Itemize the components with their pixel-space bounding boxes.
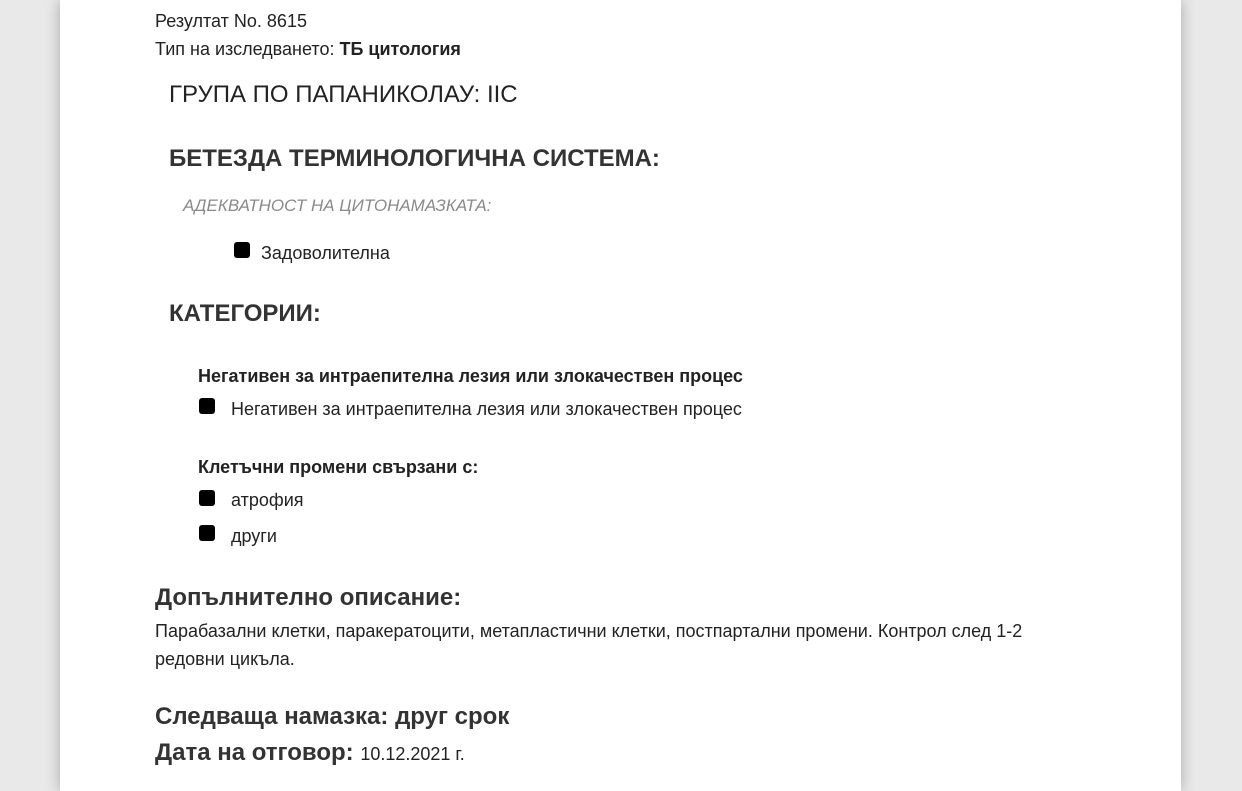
study-type-value: ТБ цитология [339, 39, 461, 59]
categories-title: КАТЕГОРИИ: [169, 300, 321, 327]
category-cell-changes-title: Клетъчни промени свързани с: [198, 457, 479, 477]
papanicolaou-label: ГРУПА ПО ПАПАНИКОЛАУ: [169, 81, 481, 108]
study-type-line [155, 39, 461, 60]
response-date-label: Дата на отговор: [155, 739, 354, 766]
result-number: 8615 [266, 11, 307, 31]
atrophy-item: атрофия [231, 490, 304, 510]
papanicolaou-value: IIC [486, 81, 518, 108]
result-label: Резултат No. [155, 11, 262, 31]
next-smear-value: друг срок [395, 703, 510, 730]
study-type-label: Тип на изследването: [155, 39, 335, 59]
additional-description-text: Парабазални клетки, паракератоцити, метапластични клетки, постпартални промени. Контрол след 1-2 редовни цикъла. [155, 621, 1023, 669]
adequacy-item-label: Задоволителна [261, 243, 390, 263]
category-negative-item: Негативен за интраепителна лезия или злокачествен процес [231, 399, 742, 419]
result-number-line [155, 11, 307, 32]
category-negative-checkbox [199, 398, 215, 414]
response-date-value: 10.12.2021 г. [360, 744, 465, 764]
additional-description-title: Допълнително описание: [155, 584, 462, 611]
next-smear-label: Следваща намазка: [155, 703, 389, 730]
bethesda-title: БЕТЕЗДА ТЕРМИНОЛОГИЧНА СИСТЕМА: [169, 145, 660, 172]
adequacy-checkbox [234, 242, 250, 258]
next-smear-line [155, 703, 509, 731]
response-date-line [155, 739, 465, 767]
papanicolaou-group [169, 81, 518, 109]
report-page [60, 0, 1181, 791]
category-negative-title: Негативен за интраепителна лезия или злокачествен процес [198, 366, 743, 386]
other-item: други [231, 526, 277, 546]
atrophy-checkbox [199, 490, 215, 506]
adequacy-title: АДЕКВАТНОСТ НА ЦИТОНАМАЗКАТА: [183, 196, 492, 215]
other-checkbox [199, 525, 215, 541]
